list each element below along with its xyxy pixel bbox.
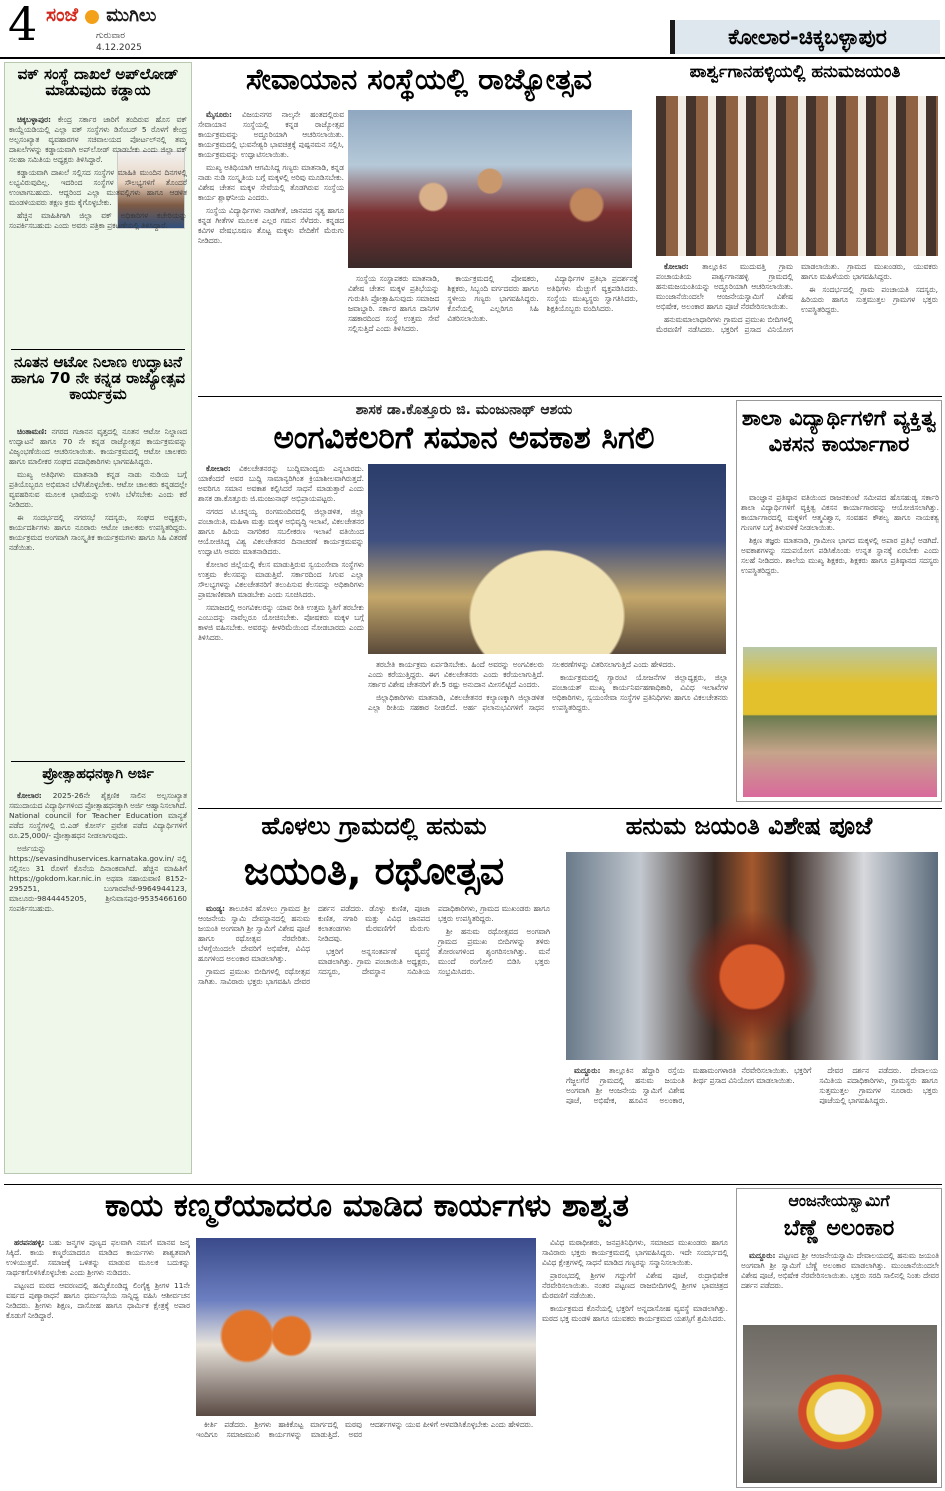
paragraph: ಪಟ್ಟಣದ ಶ್ರೀ ಆಂಜನೇಯಸ್ವಾಮಿ ದೇವಾಲಯದಲ್ಲಿ ಹನುಮ ಜಯಂತಿ ಅಂಗವಾಗಿ ಶ್ರೀ ಸ್ವಾಮಿಗೆ ಬೆಣ್ಣೆ ಅಲಂಕಾರ ಮಾಡಲಾಗಿತ್ತು. ಮುಂಜಾನೆಯಿಂದಲೇ ವಿಶೇಷ ಪೂಜೆ, ಅಭಿಷೇಕ ನೆರವೇರಿಸಲಾಯಿತು. ಭಕ್ತರು ಸರದಿ ಸಾಲಿನಲ್ಲಿ ನಿಂತು ದೇವರ ದರ್ಶನ ಪಡೆದರು. [741,1251,939,1290]
headline-sevayana: ಸೇವಾಯಾನ ಸಂಸ್ಥೆಯಲ್ಲಿ ರಾಜ್ಯೋತ್ಸವ [246,64,592,96]
dateline: ಚಿಂತಾಮಣಿ: [17,427,47,436]
paragraph: ಗ್ರಾಮದ ಪ್ರಮುಖ ಬೀದಿಗಳಲ್ಲಿ ರಥೋತ್ಸವ ಸಾಗಿತು. ಸಾವಿರಾರು ಭಕ್ತರು ಭಾಗವಹಿಸಿ ದೇವರ ದರ್ಶನ ಪಡೆದರು. ಡೊಳ್ಳು ಕುಣಿತ, ಪೂಜಾ ಕುಣಿತ, ನಗಾರಿ ಮತ್ತು ವಿವಿಧ ಜಾನಪದ ಕಲಾತಂಡಗಳು ಮೆರವಣಿಗೆಗೆ ಮೆರುಗು ನೀಡಿದವು. [198,904,430,986]
sidebar-story-2 [9,427,187,757]
dateline: ಮಂಡ್ಯ: [206,904,225,913]
masthead-rule [0,57,945,59]
paragraph: ಹೆಚ್ಚಿನ ಮಾಹಿತಿಗಾಗಿ ಜಿಲ್ಲಾ ವಕ್ ಅಧಿಕಾರಿಗಳ ಕಚೇರಿಯನ್ನು ಸಂಪರ್ಕಿಸಬಹುದು ಎಂದು ಅವರು ಪತ್ರಿಕಾ ಪ್ರಕಟಣೆಯಲ್ಲಿ ತಿಳಿಸಿದ್ದಾರೆ. [9,211,187,230]
paragraph: ಕೋಲಾರ ಜಿಲ್ಲೆಯಲ್ಲಿ ಕೆಲಸ ಮಾಡುತ್ತಿರುವ ಸ್ವಯಂಸೇವಾ ಸಂಸ್ಥೆಗಳು ಉತ್ತಮ ಕೆಲಸವನ್ನು ಮಾಡುತ್ತಿವೆ. ಸರ್ಕಾರದಿಂದ ಸಿಗುವ ಎಲ್ಲಾ ಸೌಲಭ್ಯಗಳನ್ನು ವಿಕಲಚೇತನರಿಗೆ ತಲುಪಿಸುವ ಕೆಲಸವನ್ನು ಅಧಿಕಾರಿಗಳು ಪ್ರಾಮಾಣಿಕವಾಗಿ ಮಾಡಬೇಕು ಎಂದು ಸೂಚಿಸಿದರು. [198,560,364,599]
school-bus-photo [743,647,937,797]
paragraph: ಈ ಸಂದರ್ಭದಲ್ಲಿ ಗ್ರಾಮ ಪಂಚಾಯತಿ ಸದಸ್ಯರು, ಹಿರಿಯರು ಹಾಗೂ ಸುತ್ತಮುತ್ತಲ ಗ್ರಾಮಗಳ ಭಕ್ತರು ಉಪಸ್ಥಿತರಿದ್ದರು. [801,285,938,314]
paragraph: ವಿಜಯನಗರ ನಾಲ್ಕನೇ ಹಂತದಲ್ಲಿರುವ ಸೇವಾಯಾನ ಸಂಸ್ಥೆಯಲ್ಲಿ ಕನ್ನಡ ರಾಜ್ಯೋತ್ಸವ ಕಾರ್ಯಕ್ರಮವನ್ನು ಅದ್ದೂರಿಯಾಗಿ ಆಚರಿಸಲಾಯಿತು. ಕಾರ್ಯಕ್ರಮದಲ್ಲಿ ಭುವನೇಶ್ವರಿ ಭಾವಚಿತ್ರಕ್ಕೆ ಪುಷ್ಪನಮನ ಸಲ್ಲಿಸಿ, ಕಾರ್ಯಕ್ರಮವನ್ನು ಉದ್ಘಾಟಿಸಲಾಯಿತು. [198,110,344,159]
body-kaya-bottom [196,1420,536,1484]
headline-angavikala: ಅಂಗವಿಕಲರಿಗೆ ಸಮಾನ ಅವಕಾಶ ಸಿಗಲಿ [273,422,655,456]
dateline: ಕೋಲಾರ: [664,262,689,271]
paragraph: ಪ್ರಾರಂಭದಲ್ಲಿ ಶ್ರೀಗಳ ಗದ್ದುಗೆಗೆ ವಿಶೇಷ ಪೂಜೆ, ರುದ್ರಾಭಿಷೇಕ ನೆರವೇರಿಸಲಾಯಿತು. ನಂತರ ಪಟ್ಟಣದ ರಾಜಬೀದಿಗಳಲ್ಲಿ ಶ್ರೀಗಳ ಭಾವಚಿತ್ರದ ಮೆರವಣಿಗೆ ನಡೆಯಿತು. [542,1271,728,1300]
headline-benne-2: ಬೆಣ್ಣೆ ಅಲಂಕಾರ [783,1217,895,1241]
story-sevayana [198,62,640,392]
paragraph: ಶ್ರೀ ಹನುಮ ರಥೋತ್ಸವದ ಅಂಗವಾಗಿ ಗ್ರಾಮದ ಪ್ರಮುಖ ಬೀದಿಗಳನ್ನು ತಳಿರು ತೋರಣಗಳಿಂದ ಶೃಂಗರಿಸಲಾಗಿತ್ತು. ಮನೆ ಮುಂದೆ ರಂಗೋಲಿ ಬಿಡಿಸಿ ಭಕ್ತರು ಸಂಭ್ರಮಿಸಿದರು. [438,927,550,976]
kicker-angavikala: ಶಾಸಕ ಡಾ.ಕೊತ್ತೂರು ಜಿ. ಮಂಜುನಾಥ್ ಆಶಯ [355,402,573,418]
paragraph: ವಾಂಜ್ಞಾನ ಪ್ರತಿಷ್ಠಾನ ವತಿಯಿಂದ ರಾಜನಕುಂಟೆ ಸಮೀಪದ ಹೊಸಹುಡ್ಯ ಸರ್ಕಾರಿ ಶಾಲಾ ವಿದ್ಯಾರ್ಥಿಗಳಿಗೆ ವ್ಯಕ್ತಿತ್ವ ವಿಕಸನ ಕಾರ್ಯಾಗಾರವನ್ನು ಆಯೋಜಿಸಲಾಗಿತ್ತು. ಕಾರ್ಯಾಗಾರದಲ್ಲಿ ಮಕ್ಕಳಿಗೆ ಆತ್ಮವಿಶ್ವಾಸ, ಸಂವಹನ ಕೌಶಲ್ಯ ಹಾಗೂ ನಾಯಕತ್ವ ಗುಣಗಳ ಬಗ್ಗೆ ತಿಳುವಳಿಕೆ ನೀಡಲಾಯಿತು. [741,493,939,532]
story-benne [736,1188,942,1488]
story-holalu [198,812,550,1180]
headline-benne-1: ಆಂಜನೇಯಸ್ವಾಮಿಗೆ [788,1193,890,1210]
body-kaya-left [6,1238,190,1484]
body-vyaktitva [741,493,939,643]
headline-vishesha-pooje: ಹನುಮ ಜಯಂತಿ ವಿಶೇಷ ಪೂಜೆ [625,814,873,840]
page-number: 4 [8,0,38,51]
paragraph: ಸಂಸ್ಥೆಯ ವಿದ್ಯಾರ್ಥಿಗಳು ನಾಡಗೀತೆ, ಜಾನಪದ ನೃತ್ಯ ಹಾಗೂ ಕನ್ನಡ ಗೀತೆಗಳ ಮೂಲಕ ಎಲ್ಲರ ಗಮನ ಸೆಳೆದರು. ಕನ್ನಡದ ಕವಿಗಳ ವೇಷಭೂಷಣ ತೊಟ್ಟ ಮಕ್ಕಳು ವೇದಿಕೆಗೆ ಮೆರುಗು ನೀಡಿದರು. [198,206,344,245]
paragraph: ತರಬೇತಿ ಕಾರ್ಯಕ್ರಮ ಏರ್ಪಡಿಸಬೇಕು. ಹಿಂದೆ ಅವರನ್ನು ಅಂಗವಿಕಲರು ಎಂದು ಕರೆಯುತ್ತಿದ್ದರು. ಈಗ ವಿಕಲಚೇತನರು ಎಂದು ಕರೆಯಲಾಗುತ್ತಿದೆ. ಸರ್ಕಾರ ವಿಶೇಷ ಚೇತನರಿಗೆ ಶೇ.5 ರಷ್ಟು ಅನುದಾನ ಮೀಸಲಿಟ್ಟಿದೆ ಎಂದರು. [368,660,544,689]
dharma-sabha-photo [196,1238,536,1416]
paragraph: ಕಡ್ಡಾಯವಾಗಿ ದಾಖಲೆ ಸಲ್ಲಿಸದ ಸಂಸ್ಥೆಗಳ ಮಾಹಿತಿ ಮುಂದಿನ ದಿನಗಳಲ್ಲಿ ಲಭ್ಯವಿರುವುದಿಲ್ಲ. ಇದರಿಂದ ಸಂಸ್ಥೆಗಳ ಸೌಲಭ್ಯಗಳಿಗೆ ತೊಂದರೆ ಉಂಟಾಗಬಹುದು. ಆದ್ದರಿಂದ ಎಲ್ಲಾ ಮುತವಲ್ಲಿಗಳು ಹಾಗೂ ಆಡಳಿತ ಮಂಡಳಿಯವರು ತಕ್ಷಣ ಕ್ರಮ ಕೈಗೊಳ್ಳಬೇಕು. [9,168,187,207]
dateline: ಕೋಲಾರ: [17,791,42,800]
story-vishesha-pooje [556,812,942,1180]
sidebar-divider [11,349,185,350]
body-angavikala-left [198,464,364,798]
paragraph: ಪಟ್ಟಣದ ಮಠದ ಆವರಣದಲ್ಲಿ ಹಮ್ಮಿಕೊಂಡಿದ್ದ ಲಿಂಗೈಕ್ಯ ಶ್ರೀಗಳ 11ನೇ ವರ್ಷದ ಪುಣ್ಯಾರಾಧನೆ ಹಾಗೂ ಧರ್ಮಸಭೆಯ ಸಾನ್ನಿಧ್ಯ ವಹಿಸಿ ಆಶೀರ್ವಚನ ನೀಡಿದರು. ಶ್ರೀಗಳು ಶಿಕ್ಷಣ, ದಾಸೋಹ ಹಾಗೂ ಧಾರ್ಮಿಕ ಕ್ಷೇತ್ರಕ್ಕೆ ಅಪಾರ ಕೊಡುಗೆ ನೀಡಿದ್ದಾರೆ. [6,1281,190,1320]
body-kaya-right [542,1238,728,1484]
sidebar-story-1 [9,115,187,345]
story-kaya [4,1188,730,1488]
paragraph: ವಿಕಲಚೇತನರನ್ನು ಬುದ್ದಿಮಾಂದ್ಯರು ಎನ್ನಬಾರದು. ಯಾಕೆಂದರೆ ಅವರ ಬುದ್ದಿ ಸಾಮಾನ್ಯರಿಗಿಂತ ಕ್ರಿಯಾಶೀಲವಾಗಿರುತ್ತದೆ. ಅವರಿಗೂ ಸಮಾನ ಅವಕಾಶ ಕಲ್ಪಿಸಿದರೆ ಸಾಧನೆ ಮಾಡುತ್ತಾರೆ ಎಂದು ಶಾಸಕ ಡಾ.ಕೊತ್ತೂರು ಜಿ.ಮಂಜುನಾಥ್ ಅಭಿಪ್ರಾಯಪಟ್ಟರು. [198,464,364,503]
body-sevayana-bottom [348,274,638,386]
sun-logo-icon [85,10,99,24]
paragraph: ಮುಖ್ಯ ಅತಿಥಿಯಾಗಿ ಆಗಮಿಸಿದ್ದ ಗಣ್ಯರು ಮಾತನಾಡಿ, ಕನ್ನಡ ನಾಡು ನುಡಿ ಸಂಸ್ಕೃತಿಯ ಬಗ್ಗೆ ಮಕ್ಕಳಲ್ಲಿ ಅರಿವು ಮೂಡಿಸಬೇಕು. ವಿಶೇಷ ಚೇತನ ಮಕ್ಕಳ ಸೇವೆಯಲ್ಲಿ ತೊಡಗಿರುವ ಸಂಸ್ಥೆಯ ಕಾರ್ಯ ಶ್ಲಾಘನೀಯ ಎಂದರು. [198,163,344,202]
event-photo-seminar [368,464,726,654]
anjaneya-idol-photo [743,1325,937,1483]
masthead [0,0,945,58]
paragraph: 2025-26ನೇ ಶೈಕ್ಷಣಿಕ ಸಾಲಿನ ಅಲ್ಪಸಂಖ್ಯಾತ ಸಮುದಾಯದ ವಿದ್ಯಾರ್ಥಿಗಳಿಂದ ಪ್ರೋತ್ಸಾಹಧನಕ್ಕಾಗಿ ಅರ್ಜಿ ಆಹ್ವಾನಿಸಲಾಗಿದೆ. National council for Teacher Education ಮಾನ್ಯತೆ ಪಡೆದ ಸಂಸ್ಥೆಗಳಲ್ಲಿ ಬಿ.ಎಡ್ ಕೋರ್ಸ್ ಪ್ರವೇಶ ಪಡೆದ ವಿದ್ಯಾರ್ಥಿಗಳಿಗೆ ರೂ.25,000/- ಪ್ರೋತ್ಸಾಹಧನ ನೀಡಲಾಗುವುದು. [9,791,187,840]
story-angavikala [198,400,730,802]
paragraph: ಬಹು ಜನ್ಮಗಳ ಪುಣ್ಯದ ಫಲವಾಗಿ ನಮಗೆ ಮಾನವ ಜನ್ಮ ಸಿಕ್ಕಿದೆ. ಕಾಯ ಕಣ್ಮರೆಯಾದರೂ ಮಾಡಿದ ಕಾರ್ಯಗಳು ಶಾಶ್ವತವಾಗಿ ಉಳಿಯುತ್ತವೆ. ಸಮಾಜಕ್ಕೆ ಒಳಿತನ್ನು ಮಾಡುವ ಮೂಲಕ ಬದುಕನ್ನು ಸಾರ್ಥಕಗೊಳಿಸಿಕೊಳ್ಳಬೇಕು ಎಂದು ಶ್ರೀಗಳು ನುಡಿದರು. [6,1238,190,1277]
sidebar-story-3 [9,791,187,1169]
masthead-date: 4.12.2025 [96,43,142,53]
left-sidebar [4,62,192,1174]
section-title-text: ಕೋಲಾರ-ಚಿಕ್ಕಬಳ್ಳಾಪುರ [728,24,887,49]
paragraph: ಕಾರ್ಯಕ್ರಮದ ಕೊನೆಯಲ್ಲಿ ಭಕ್ತರಿಗೆ ಅನ್ನದಾಸೋಹ ವ್ಯವಸ್ಥೆ ಮಾಡಲಾಗಿತ್ತು. ಮಠದ ಭಕ್ತ ಮಂಡಳಿ ಹಾಗೂ ಯುವಕರು ಕಾರ್ಯಕ್ರಮದ ಯಶಸ್ಸಿಗೆ ಶ್ರಮಿಸಿದರು. [542,1304,728,1323]
paragraph: ಕಾರ್ಯಕ್ರಮದಲ್ಲಿ ಪೋಷಕರು, ಶಿಕ್ಷಕರು, ಸಿಬ್ಬಂದಿ ವರ್ಗದವರು ಹಾಗೂ ಸ್ಥಳೀಯ ಗಣ್ಯರು ಭಾಗವಹಿಸಿದ್ದರು. ಕೊನೆಯಲ್ಲಿ ಎಲ್ಲರಿಗೂ ಸಿಹಿ ವಿತರಿಸಲಾಯಿತು. [447,274,539,323]
sidebar-divider [11,761,185,762]
row-rule-3 [4,1184,942,1185]
paragraph: ಸಂಸ್ಥೆಯ ಸಂಸ್ಥಾಪಕರು ಮಾತನಾಡಿ, ವಿಶೇಷ ಚೇತನ ಮಕ್ಕಳ ಪ್ರತಿಭೆಯನ್ನು ಗುರುತಿಸಿ ಪ್ರೋತ್ಸಾಹಿಸುವುದು ಸಮಾಜದ ಜವಾಬ್ದಾರಿ. ಸರ್ಕಾರ ಹಾಗೂ ದಾನಿಗಳ ಸಹಕಾರದಿಂದ ಸಂಸ್ಥೆ ಉತ್ತಮ ಸೇವೆ ಸಲ್ಲಿಸುತ್ತಿದೆ ಎಂದು ತಿಳಿಸಿದರು. [348,274,440,333]
body-sevayana-top [198,110,344,382]
paragraph: ಸಮಾಜದಲ್ಲಿ ಅಂಗವಿಕಲರನ್ನು ಯಾವ ರೀತಿ ಉತ್ತಮ ಸ್ಥಿತಿಗೆ ತರಬೇಕು ಎಂಬುದನ್ನು ನಾವೆಲ್ಲರೂ ಯೋಚಿಸಬೇಕು. ಪೋಷಕರು ಮಕ್ಕಳ ಬಗ್ಗೆ ಕಾಳಜಿ ವಹಿಸಬೇಕು. ಅವರನ್ನು ಕೀಳರಿಮೆಯಿಂದ ನೋಡಬಾರದು ಎಂದು ತಿಳಿಸಿದರು. [198,603,364,642]
paragraph: ಜಿಲ್ಲಾಧಿಕಾರಿಗಳು ಮಾತನಾಡಿ, ವಿಕಲಚೇತನರ ಕಲ್ಯಾಣಕ್ಕಾಗಿ ಜಿಲ್ಲಾಡಳಿತ ಎಲ್ಲಾ ರೀತಿಯ ಸಹಕಾರ ನೀಡಲಿದೆ. ಅರ್ಹ ಫಲಾನುಭವಿಗಳಿಗೆ ಸಾಧನ ಸಲಕರಣೆಗಳನ್ನು ವಿತರಿಸಲಾಗುತ್ತಿದೆ ಎಂದು ಹೇಳಿದರು. [368,660,676,712]
body-benne [741,1251,939,1321]
section-title [670,20,940,54]
headline-holalu-1: ಹೊಳಲು ಗ್ರಾಮದಲ್ಲಿ ಹನುಮ [261,814,487,840]
paragraph: ಅರ್ಜಿಯನ್ನು https://sevasindhuservices.karnataka.gov.in/ ನಲ್ಲಿ ಸಲ್ಲಿಸಲು 31 ರೊಳಗೆ ಕೊನೆಯ ದಿನಾಂಕವಾಗಿದೆ. ಹೆಚ್ಚಿನ ಮಾಹಿತಿಗೆ https://gokdom.kar.nic.in ಅಥವಾ ಸಹಾಯವಾಣಿ 8152-295251, ಬಂಗಾರಪೇಟೆ-9964944123, ಮಾಲೂರು-9844445205, ಶ್ರೀನಿವಾಸಪುರ-9535466160 ಸಂಪರ್ಕಿಸಬಹುದು. [9,844,187,913]
paragraph: ತಾಲ್ಲೂಕಿನ ಹೆದ್ದಾರಿ ರಸ್ತೆಯ ಗೆಜ್ಜಲಗೆರೆ ಗ್ರಾಮದಲ್ಲಿ ಹನುಮ ಜಯಂತಿ ಅಂಗವಾಗಿ ಶ್ರೀ ಆಂಜನೇಯ ಸ್ವಾಮಿಗೆ ವಿಶೇಷ ಪೂಜೆ, ಅಭಿಷೇಕ, ಹೂವಿನ ಅಲಂಕಾರ, ಮಹಾಮಂಗಳಾರತಿ ನೆರವೇರಿಸಲಾಯಿತು. ಭಕ್ತರಿಗೆ ತೀರ್ಥ ಪ್ರಸಾದ ವಿನಿಯೋಗ ಮಾಡಲಾಯಿತು. [566,1066,812,1105]
brand-right: ಮುಗಿಲು [106,5,157,26]
paragraph: ಕೇಂದ್ರ ಸರ್ಕಾರ ಜಾರಿಗೆ ತಂದಿರುವ ಹೊಸ ವಕ್ ಕಾಯ್ದೆಯಡಿಯಲ್ಲಿ ಎಲ್ಲಾ ವಕ್ ಸಂಸ್ಥೆಗಳು ಡಿಸೆಂಬರ್ 5 ರೊಳಗೆ ಕೇಂದ್ರ ಅಲ್ಪಸಂಖ್ಯಾತ ವ್ಯವಹಾರಗಳ ಸಚಿವಾಲಯದ ಪೋರ್ಟಲ್‌ನಲ್ಲಿ ತಮ್ಮ ದಾಖಲೆಗಳನ್ನು ಕಡ್ಡಾಯವಾಗಿ ಅಪ್‌ಲೋಡ್ ಮಾಡಬೇಕು ಎಂದು ಜಿಲ್ಲಾ ವಕ್ ಸಲಹಾ ಸಮಿತಿಯ ಅಧ್ಯಕ್ಷರು ತಿಳಿಸಿದ್ದಾರೆ. [9,115,187,164]
dateline: ಹರಪನಹಳ್ಳಿ: [14,1238,45,1247]
paragraph: ಶಿಕ್ಷಣ ತಜ್ಞರು ಮಾತನಾಡಿ, ಗ್ರಾಮೀಣ ಭಾಗದ ಮಕ್ಕಳಲ್ಲಿ ಅಪಾರ ಪ್ರತಿಭೆ ಅಡಗಿದೆ. ಅವಕಾಶಗಳನ್ನು ಸದುಪಯೋಗ ಪಡಿಸಿಕೊಂಡು ಉನ್ನತ ಸ್ಥಾನಕ್ಕೆ ಏರಬೇಕು ಎಂದು ಸಲಹೆ ನೀಡಿದರು. ಶಾಲೆಯ ಮುಖ್ಯ ಶಿಕ್ಷಕರು, ಶಿಕ್ಷಕರು ಹಾಗೂ ಪ್ರತಿಷ್ಠಾನದ ಸದಸ್ಯರು ಉಪಸ್ಥಿತರಿದ್ದರು. [741,536,939,575]
headline-parshvaganahalli: ಪಾರ್ಶ್ವಗಾನಹಳ್ಳಿಯಲ್ಲಿ ಹನುಮಜಯಂತಿ [689,64,901,82]
brand-left: ಸಂಜೆ [46,4,79,26]
dateline: ಚಿಕ್ಕಬಳ್ಳಾಪುರ: [17,115,51,124]
dateline: ಮೈಸೂರು: [206,110,232,119]
paragraph: ವಿದ್ಯಾರ್ಥಿಗಳ ಪ್ರತಿಭಾ ಪ್ರದರ್ಶನಕ್ಕೆ ಅತಿಥಿಗಳು ಮೆಚ್ಚುಗೆ ವ್ಯಕ್ತಪಡಿಸಿದರು. ಸಂಸ್ಥೆಯ ಮುಖ್ಯಸ್ಥರು ಸ್ವಾಗತಿಸಿದರು, ಶಿಕ್ಷಕಿಯೊಬ್ಬರು ವಂದಿಸಿದರು. [546,274,638,313]
headline-vyaktitva: ಶಾಲಾ ವಿದ್ಯಾರ್ಥಿಗಳಿಗೆ ವ್ಯಕ್ತಿತ್ವ ವಿಕಸನ ಕಾರ್ಯಾಗಾರ [741,406,937,457]
dateline: ಮದ್ದೂರು: [574,1066,601,1075]
body-vishesha-pooje [566,1066,938,1176]
body-parshvaganahalli [656,262,938,386]
paragraph: ತಾಲೂಕಿನ ಹೊಳಲು ಗ್ರಾಮದ ಶ್ರೀ ಆಂಜನೇಯ ಸ್ವಾಮಿ ದೇವಸ್ಥಾನದಲ್ಲಿ ಹನುಮ ಜಯಂತಿ ಅಂಗವಾಗಿ ಶ್ರೀ ಸ್ವಾಮಿಗೆ ವಿಶೇಷ ಪೂಜೆ ಹಾಗೂ ರಥೋತ್ಸವ ನೆರವೇರಿತು. ಬೆಳಗ್ಗೆಯಿಂದಲೇ ದೇವರಿಗೆ ಅಭಿಷೇಕ, ವಿವಿಧ ಹೂಗಳಿಂದ ಅಲಂಕಾರ ಮಾಡಲಾಗಿತ್ತು. [198,904,310,963]
paragraph: ತಾಲ್ಲೂಕಿನ ಮುದುವತ್ತಿ ಗ್ರಾಮ ಪಂಚಾಯತಿಯ ಪಾರ್ಶ್ವಗಾನಹಳ್ಳಿ ಗ್ರಾಮದಲ್ಲಿ ಹನುಮಜಯಂತಿಯನ್ನು ಅದ್ದೂರಿಯಾಗಿ ಆಚರಿಸಲಾಯಿತು. ಮುಂಜಾನೆಯಿಂದಲೇ ಆಂಜನೇಯಸ್ವಾಮಿಗೆ ವಿಶೇಷ ಅಭಿಷೇಕ, ಅಲಂಕಾರ ಹಾಗೂ ಪೂಜೆ ನೆರವೇರಿಸಲಾಯಿತು. [656,262,793,311]
paragraph: ಈ ಸಂದರ್ಭದಲ್ಲಿ ನಗರಸಭೆ ಸದಸ್ಯರು, ಸಂಘದ ಅಧ್ಯಕ್ಷರು, ಕಾರ್ಯದರ್ಶಿಗಳು ಹಾಗೂ ನೂರಾರು ಆಟೋ ಚಾಲಕರು ಉಪಸ್ಥಿತರಿದ್ದರು. ಕಾರ್ಯಕ್ರಮದ ಅಂಗವಾಗಿ ಸಾಂಸ್ಕೃತಿಕ ಕಾರ್ಯಕ್ರಮಗಳು ಹಾಗೂ ಸಿಹಿ ವಿತರಣೆ ನಡೆಯಿತು. [9,513,187,552]
sidebar-headline-1: ವಕ್ ಸಂಸ್ಥೆ ದಾಖಲೆ ಅಪ್‌ಲೋಡ್ ಮಾಡುವುದು ಕಡ್ಡಾಯ [17,67,179,99]
dateline: ಮದ್ದೂರು: [749,1251,776,1260]
paragraph: ಹನುಮಮಾಲಾಧಾರಿಗಳು ಗ್ರಾಮದ ಪ್ರಮುಖ ಬೀದಿಗಳಲ್ಲಿ ಮೆರವಣಿಗೆ ನಡೆಸಿದರು. ಭಕ್ತರಿಗೆ ಪ್ರಸಾದ ವಿನಿಯೋಗ ಮಾಡಲಾಯಿತು. ಗ್ರಾಮದ ಮುಖಂಡರು, ಯುವಕರು ಹಾಗೂ ಮಹಿಳೆಯರು ಭಾಗವಹಿಸಿದ್ದರು. [656,262,938,334]
masthead-brand [46,4,216,32]
paragraph: ವಿವಿಧ ಮಠಾಧೀಶರು, ಜನಪ್ರತಿನಿಧಿಗಳು, ಸಮಾಜದ ಮುಖಂಡರು ಹಾಗೂ ಸಾವಿರಾರು ಭಕ್ತರು ಕಾರ್ಯಕ್ರಮದಲ್ಲಿ ಭಾಗವಹಿಸಿದ್ದರು. ಇದೇ ಸಂದರ್ಭದಲ್ಲಿ ವಿವಿಧ ಕ್ಷೇತ್ರಗಳಲ್ಲಿ ಸಾಧನೆ ಮಾಡಿದ ಗಣ್ಯರನ್ನು ಸನ್ಮಾನಿಸಲಾಯಿತು. [542,1238,728,1267]
masthead-day: ಗುರುವಾರ [96,31,126,41]
event-photo-stage [348,110,632,268]
story-parshvaganahalli [648,62,942,392]
row-rule-1 [198,396,942,397]
dateline: ಕೋಲಾರ: [206,464,231,473]
headline-kaya: ಕಾಯ ಕಣ್ಮರೆಯಾದರೂ ಮಾಡಿದ ಕಾರ್ಯಗಳು ಶಾಶ್ವತ [105,1190,629,1224]
paragraph: ನಗರದ ಗಜಾನನ ವೃತ್ತದಲ್ಲಿ ನೂತನ ಆಟೋ ನಿಲ್ದಾಣದ ಉದ್ಘಾಟನೆ ಹಾಗೂ 70 ನೇ ಕನ್ನಡ ರಾಜ್ಯೋತ್ಸವ ಕಾರ್ಯಕ್ರಮವನ್ನು ವಿಜೃಂಭಣೆಯಿಂದ ಆಚರಿಸಲಾಯಿತು. ಕಾರ್ಯಕ್ರಮದಲ್ಲಿ ಆಟೋ ಚಾಲಕರು ಹಾಗೂ ಮಾಲೀಕರ ಸಂಘದ ಪದಾಧಿಕಾರಿಗಳು ಭಾಗವಹಿಸಿದ್ದರು. [9,427,187,466]
paragraph: ಭಕ್ತರಿಗೆ ಅನ್ನಸಂತರ್ಪಣೆ ವ್ಯವಸ್ಥೆ ಮಾಡಲಾಗಿತ್ತು. ಗ್ರಾಮ ಪಂಚಾಯಿತಿ ಅಧ್ಯಕ್ಷರು, ಸದಸ್ಯರು, ದೇವಸ್ಥಾನ ಸಮಿತಿಯ ಪದಾಧಿಕಾರಿಗಳು, ಗ್ರಾಮದ ಮುಖಂಡರು ಹಾಗೂ ಭಕ್ತರು ಉಪಸ್ಥಿತರಿದ್ದರು. [318,904,550,976]
sidebar-headline-2: ನೂತನ ಆಟೋ ನಿಲಾಣ ಉದ್ಘಾಟನೆ ಹಾಗೂ 70 ನೇ ಕನ್ನಡ ರಾಜ್ಯೋತ್ಸವ ಕಾರ್ಯಕ್ರಮ [11,355,185,403]
paragraph: ಕೀರ್ತಿ ಪಡೆದರು. ಶ್ರೀಗಳು ಹಾಕಿಕೊಟ್ಟ ಮಾರ್ಗದಲ್ಲಿ ಮಠವು ಇಂದಿಗೂ ಸಮಾಜಮುಖಿ ಕಾರ್ಯಗಳನ್ನು ಮಾಡುತ್ತಿದೆ. ಅವರ ಆದರ್ಶಗಳನ್ನು ಯುವ ಪೀಳಿಗೆ ಅಳವಡಿಸಿಕೊಳ್ಳಬೇಕು ಎಂದು ಹೇಳಿದರು. [196,1420,534,1439]
body-angavikala-right [368,660,728,798]
paragraph: ಮುಖ್ಯ ಅತಿಥಿಗಳು ಮಾತನಾಡಿ ಕನ್ನಡ ನಾಡು ನುಡಿಯ ಬಗ್ಗೆ ಪ್ರತಿಯೊಬ್ಬರೂ ಅಭಿಮಾನ ಬೆಳೆಸಿಕೊಳ್ಳಬೇಕು. ಆಟೋ ಚಾಲಕರು ಕನ್ನಡದಲ್ಲೇ ವ್ಯವಹರಿಸುವ ಮೂಲಕ ಭಾಷೆಯನ್ನು ಉಳಿಸಿ ಬೆಳೆಸಬೇಕು ಎಂದು ಕರೆ ನೀಡಿದರು. [9,470,187,509]
paragraph: ನಗರದ ಟಿ.ಚನ್ನಯ್ಯ ರಂಗಮಂದಿರದಲ್ಲಿ ಜಿಲ್ಲಾಡಳಿತ, ಜಿಲ್ಲಾ ಪಂಚಾಯಿತಿ, ಮಹಿಳಾ ಮತ್ತು ಮಕ್ಕಳ ಅಭಿವೃದ್ಧಿ ಇಲಾಖೆ, ವಿಕಲಚೇತನರ ಹಾಗೂ ಹಿರಿಯ ನಾಗರಿಕರ ಸಬಲೀಕರಣ ಇಲಾಖೆ ವತಿಯಿಂದ ಆಯೋಜಿಸಿದ್ದ ವಿಶ್ವ ವಿಕಲಚೇತನರ ದಿನಾಚರಣೆ ಕಾರ್ಯಕ್ರಮವನ್ನು ಉದ್ಘಾಟಿಸಿ ಅವರು ಮಾತನಾಡಿದರು. [198,507,364,556]
headline-holalu-2: ಜಯಂತಿ, ರಥೋತ್ಸವ [243,852,505,893]
hanuma-devotees-photo [656,96,938,256]
temple-pooja-photo [566,852,938,1060]
sidebar-headline-3: ಪ್ರೋತ್ಸಾಹಧನಕ್ಕಾಗಿ ಅರ್ಜಿ [42,767,154,782]
paragraph: ಕಾರ್ಯಕ್ರಮದಲ್ಲಿ ಗ್ಯಾರಂಟಿ ಯೋಜನೆಗಳ ಜಿಲ್ಲಾಧ್ಯಕ್ಷರು, ಜಿಲ್ಲಾ ಪಂಚಾಯತ್ ಮುಖ್ಯ ಕಾರ್ಯನಿರ್ವಹಣಾಧಿಕಾರಿ, ವಿವಿಧ ಇಲಾಖೆಗಳ ಅಧಿಕಾರಿಗಳು, ಸ್ವಯಂಸೇವಾ ಸಂಸ್ಥೆಗಳ ಪ್ರತಿನಿಧಿಗಳು ಹಾಗೂ ವಿಕಲಚೇತನರು ಉಪಸ್ಥಿತರಿದ್ದರು. [552,673,728,712]
paragraph: ದೇವರ ದರ್ಶನ ಪಡೆದರು. ದೇವಾಲಯ ಸಮಿತಿಯ ಪದಾಧಿಕಾರಿಗಳು, ಗ್ರಾಮಸ್ಥರು ಹಾಗೂ ಸುತ್ತಮುತ್ತಲ ಗ್ರಾಮಗಳ ನೂರಾರು ಭಕ್ತರು ಪೂಜೆಯಲ್ಲಿ ಭಾಗವಹಿಸಿದ್ದರು. [819,1066,938,1105]
story-vyaktitva [736,400,942,802]
row-rule-2 [198,808,942,809]
body-holalu [198,904,550,1176]
